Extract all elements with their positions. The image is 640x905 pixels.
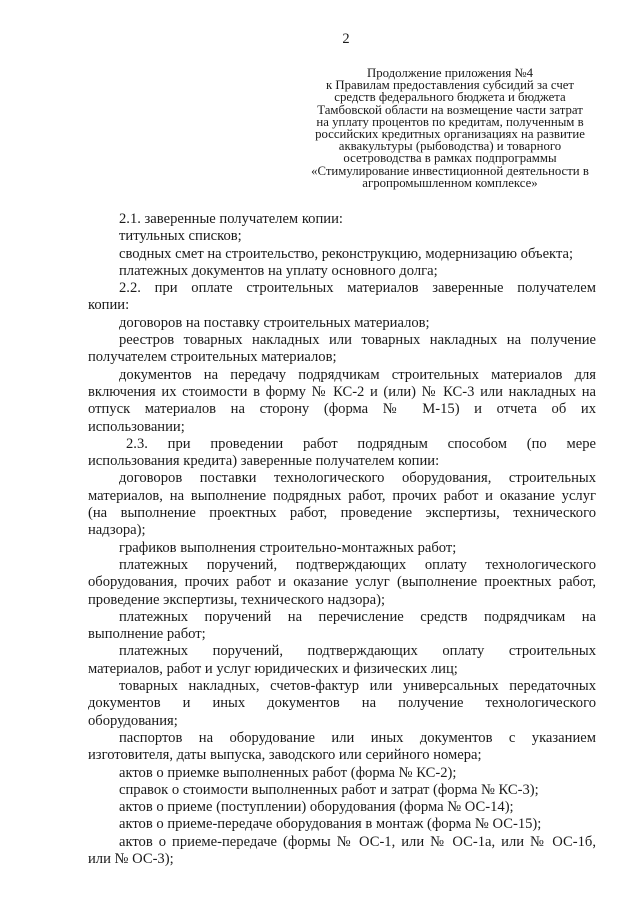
body-line: платежных поручений, подтверждающих оплату строительных [119,643,596,660]
body-line: сводных смет на строительство, реконструкцию, модернизацию объекта; [119,245,574,262]
body-line: договоров на поставку строительных материалов; [119,314,430,331]
header-line: средств федерального бюджета и бюджета [334,90,566,105]
body-line: оборудования; [88,712,178,729]
body-line: платежных поручений, подтверждающих оплату технологического [119,556,596,573]
body-line: надзора); [88,522,146,539]
body-line: платежных поручений на перечисление средств подрядчикам на [119,608,596,625]
body-line: актов о приеме-передаче оборудования в монтаж (форма № ОС-15); [119,816,542,833]
header-line: к Правилам предоставления субсидий за счет [325,78,575,93]
body-line: отпуск материалов на сторону (форма № М-15) и отчета об их [88,401,596,418]
header-line: российских кредитных организациях на развитие [315,127,585,142]
header-line: осетроводства в рамках подпрограммы [343,151,557,166]
header-line: Тамбовской области на возмещение части затрат [317,102,583,117]
body-line: или № ОС-3); [88,850,174,867]
body-line: использования кредита) заверенные получателем копии: [88,453,440,470]
appendix-header [300,67,600,189]
body-line: выполнение работ; [88,626,206,643]
body-line: 2.1. заверенные получателем копии: [119,211,343,227]
body-line: 2.3. при проведении работ подрядным способом (по мере [126,435,596,452]
body-line: актов о приеме (поступлении) оборудования (форма № ОС-14); [119,799,514,816]
body-line: 2.2. при оплате строительных материалов заверенные получателем [119,280,596,297]
body-line: проведение экспертизы, технического надзора); [88,591,386,608]
body-line: титульных списков; [119,228,242,245]
body-line: актов о приеме-передаче (формы № ОС-1, или № ОС-1а, или № ОС-1б, [119,833,596,850]
header-line: на уплату процентов по кредитам, полученным в [316,114,584,129]
body-line: получателем строительных материалов; [88,349,337,366]
body-line: графиков выполнения строительно-монтажных работ; [119,539,457,556]
body-line: оборудования, прочих работ и оказание услуг (выполнение проектных работ, [88,574,596,591]
body-line: документов на передачу подрядчикам строительных материалов для [119,366,596,383]
body-line: использовании; [88,418,185,435]
header-line: аквакультуры (рыбоводства) и товарного [338,139,562,154]
body-line: копии: [88,297,130,314]
body-line: реестров товарных накладных или товарных накладных на получение [119,332,596,349]
document-body [88,211,596,868]
body-line: документов и иных документов на получение технологического [88,695,596,712]
header-line: Продолжение приложения №4 [366,66,534,80]
body-line: справок о стоимости выполненных работ и затрат (форма № КС-3); [119,781,539,798]
body-line: (на выполнение проектных работ, проведение экспертизы, технического [88,505,596,522]
body-line: включения их стоимости в форму № КС-2 и (или) № КС-3 или накладных на [88,383,596,400]
page-number: 2 [342,31,350,47]
body-line: актов о приемке выполненных работ (форма № КС-2); [119,764,457,781]
body-line: договоров поставки технологического оборудования, строительных [119,470,596,487]
body-line: паспортов на оборудование или иных документов с указанием [119,729,596,746]
body-line: изготовителя, даты выпуска, заводского или серийного номера; [88,747,482,764]
body-line: материалов, работ и услуг юридических и физических лиц; [88,660,458,677]
body-line: товарных накладных, счетов-фактур или универсальных передаточных [119,678,596,695]
header-line: «Стимулирование инвестиционной деятельности в [311,163,589,178]
body-line: платежных документов на уплату основного долга; [119,262,438,279]
header-line: агропромышленном комплексе» [362,175,538,190]
body-line: материалов, на выполнение подрядных работ, прочих работ и оказание услуг [88,487,596,504]
